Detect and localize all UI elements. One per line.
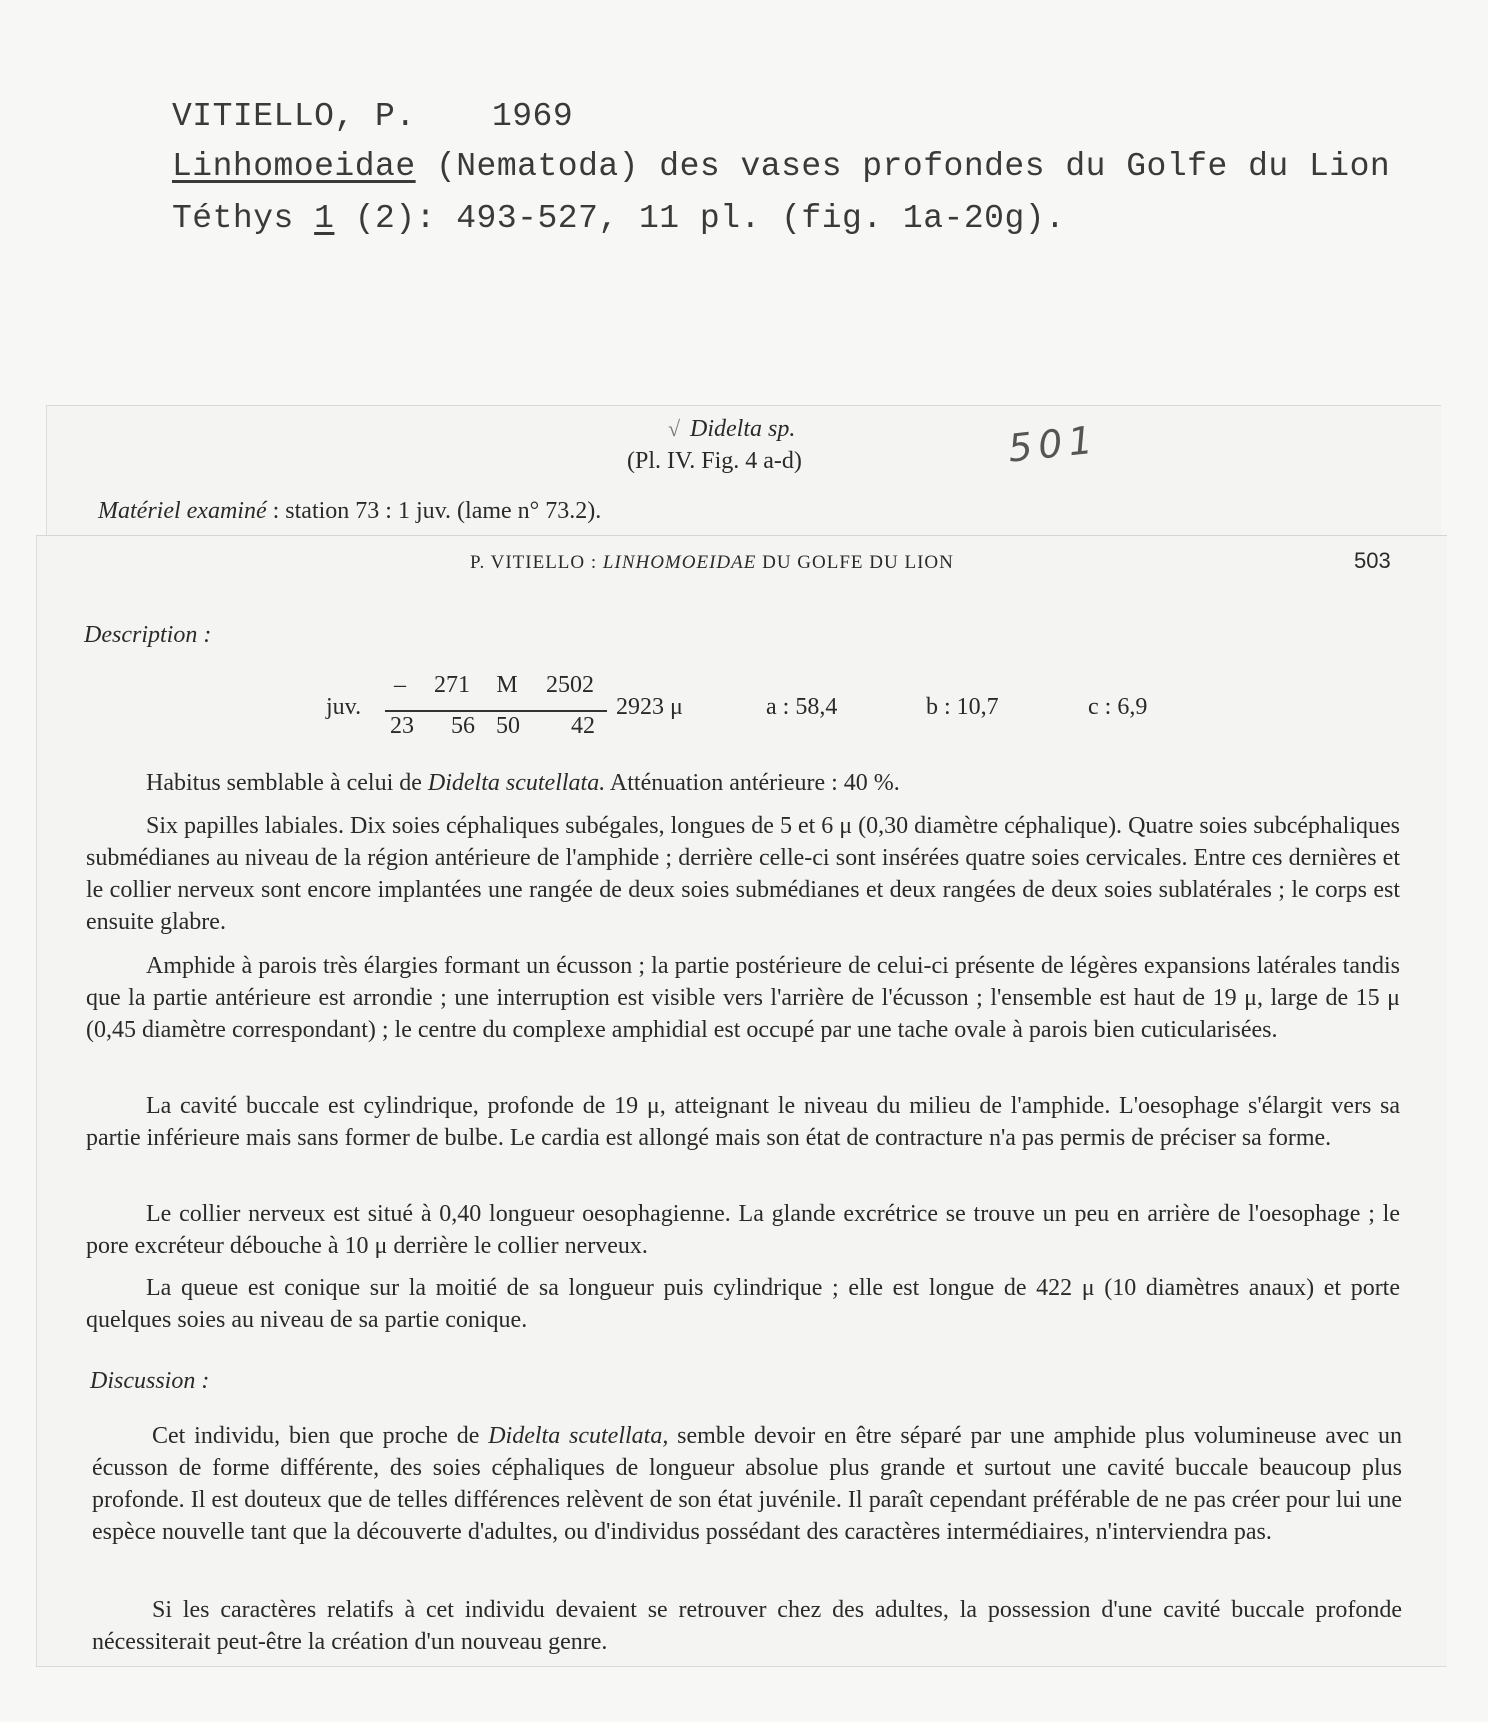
discussion-species: Didelta scutellata, [488,1423,669,1449]
formula-denominator-1: 23 [390,713,414,739]
formula-numerator-3: M [496,672,518,698]
running-head [470,548,954,575]
ratio-c: c : 6,9 [1088,694,1148,720]
formula-fraction-bar [385,710,607,712]
habitus-species: Didelta scutellata. [427,770,606,796]
citation-author [172,98,573,135]
citation-reference [172,200,1065,237]
formula-total: 2923 μ [616,694,683,720]
discussion-text-b: semble devoir en être séparé par une amphide plus volumineuse avec un écusson de forme différente, des soies céphaliques de longueur absolue plus grande et surtout une cavité buccale beaucoup plus profonde. Il est douteux que de telles différences relèvent de son état juvénile. Il paraît cependant préférable de ne pas créer pour lui une espèce nouvelle tant que la découverte d'adultes, ou d'individus possédant des caractères intermédiaires, n'interviendra pas. [92,1423,1402,1545]
paragraph-tail: La queue est conique sur la moitié de sa longueur puis cylindrique ; elle est longue de 422 μ (10 diamètres anaux) et porte quelques soies au niveau de sa partie conique. [86,1275,1401,1333]
material-text: : station 73 : 1 juv. (lame n° 73.2). [266,498,602,524]
paragraph-conclusion: Si les caractères relatifs à cet individu devaient se retrouver chez des adultes, la possession d'une cavité buccale profonde nécessiterait peut-être la création d'un nouveau genre. [92,1597,1402,1655]
formula-numerator-1: – [394,672,406,698]
ratio-b: b : 10,7 [926,694,999,720]
author-name: VITIELLO, P. [172,98,416,135]
title-rest: (Nematoda) des vases profondes du Golfe du Lion [415,148,1391,185]
paragraph-discussion [92,1420,1402,1548]
paragraph-setae: Six papilles labiales. Dix soies céphaliques subégales, longues de 5 et 6 μ (0,30 diamètre céphalique). Quatre soies subcéphaliques submédianes au niveau de la région antérieure de l'amphide ; derrière celle-ci sont insérées quatre soies cervicales. Entre ces dernières et le collier nerveux sont encore implantées une rangée de deux soies submédianes et deux rangées de deux soies sublatérales ; le corps est ensuite glabre. [86,813,1400,935]
paragraph-buccal-cavity: La cavité buccale est cylindrique, profonde de 19 μ, atteignant le niveau du milieu de l'amphide. L'oesophage s'élargit vers sa partie inférieure mais sans former de bulbe. Le cardia est allongé mais son état de contracture n'a pas permis de préciser sa forme. [86,1093,1400,1151]
habitus-text-b: Atténuation antérieure : 40 %. [605,770,900,796]
formula-numerator-2: 271 [434,672,470,698]
check-mark: √ [668,416,681,441]
formula-prefix: juv. [326,694,362,720]
paragraph-amphid: Amphide à parois très élargies formant un écusson ; la partie postérieure de celui-ci présente de légères expansions latérales tandis que la partie antérieure est arrondie ; une interruption est visible vers l'arrière de l'écusson ; l'ensemble est haut de 19 μ, large de 15 μ (0,45 diamètre correspondant) ; le centre du complexe amphidial est occupé par une tache ovale à parois bien cuticularisées. [86,953,1400,1043]
running-head-taxon: LINHOMOEIDAE [602,552,757,573]
journal-name: Téthys [172,200,315,237]
plate-reference: (Pl. IV. Fig. 4 a-d) [627,448,802,474]
species-name: Didelta sp. [690,416,796,442]
material-line [98,498,601,525]
habitus-text-a: Habitus semblable à celui de [146,770,428,796]
page-number: 503 [1354,548,1391,573]
journal-volume: 1 [314,200,335,237]
running-head-author: P. VITIELLO : [470,552,603,573]
running-head-rest: DU GOLFE DU LION [756,552,954,573]
journal-pages: (2): 493-527, 11 pl. (fig. 1a-20g). [334,200,1066,237]
description-heading: Description : [84,622,212,648]
formula-numerator-4: 2502 [546,672,594,698]
title-taxon: Linhomoeidae [172,148,416,185]
paragraph-habitus [146,770,900,797]
formula-denominator-3: 50 [496,713,520,739]
citation-title [172,148,1390,185]
material-label: Matériel examiné [98,498,267,524]
publication-year: 1969 [491,98,574,135]
formula-denominator-4: 42 [571,713,595,739]
discussion-heading: Discussion : [90,1368,210,1394]
discussion-text-a: Cet individu, bien que proche de [152,1423,489,1449]
handwritten-page-number: 501 [1005,417,1101,471]
formula-denominator-2: 56 [451,713,475,739]
paragraph-nerve-ring: Le collier nerveux est situé à 0,40 longueur oesophagienne. La glande excrétrice se trouve un peu en arrière de l'oesophage ; le pore excréteur débouche à 10 μ derrière le collier nerveux. [86,1201,1400,1259]
ratio-a: a : 58,4 [766,694,838,720]
